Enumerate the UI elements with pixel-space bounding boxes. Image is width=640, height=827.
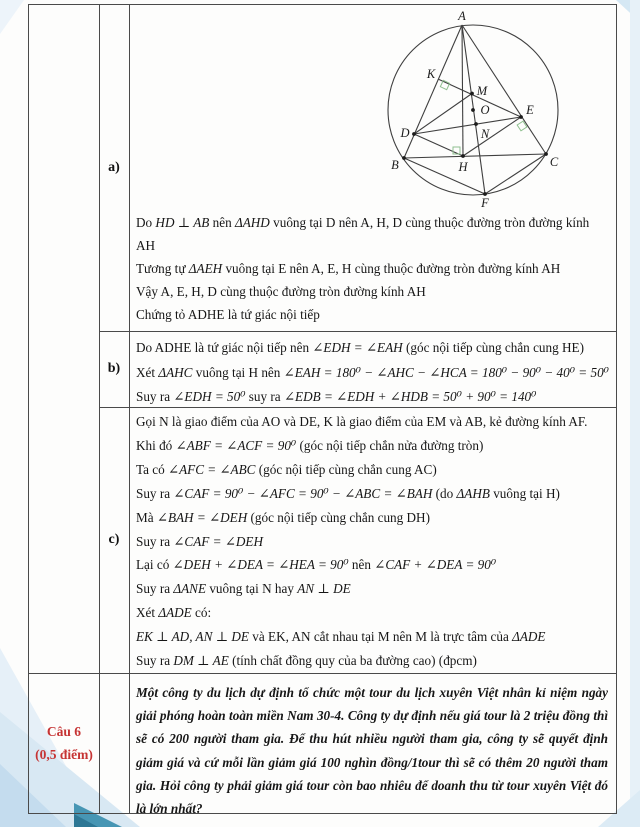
answer-table (28, 4, 617, 817)
solution-line: Mà ∠BAH = ∠DEH (góc nội tiếp cùng chắn cung DH) (136, 509, 430, 525)
solution-line: Xét ΔADE có: (136, 605, 212, 621)
solution-line: Suy ra ∠CAF = 90⁰ − ∠AFC = 90⁰ − ∠ABC = ∠BAH (do ΔAHB vuông tại H) (136, 485, 560, 501)
solution-line: Vậy A, E, H, D cùng thuộc đường tròn đường kính AH (136, 284, 426, 299)
geometry-diagram (379, 9, 579, 213)
diagram-point-label: D (400, 126, 410, 140)
part-b-content (129, 331, 616, 407)
diagram-point-label: A (458, 9, 466, 23)
solution-line: Do ADHE là tứ giác nội tiếp nên ∠EDH = ∠EAH (góc nội tiếp cùng chắn cung HE) (136, 340, 584, 355)
solution-line: Suy ra ∠EDH = 50⁰ suy ra ∠EDB = ∠EDH + ∠HDB = 50⁰ + 90⁰ = 140⁰ (136, 389, 537, 405)
question6-points: (0,5 điểm) (35, 747, 93, 762)
part-a-content (129, 5, 616, 331)
solution-line: Suy ra ΔANE vuông tại N hay AN ⊥ DE (136, 581, 351, 597)
part-b-label: b) (107, 361, 121, 376)
solution-line: Gọi N là giao điểm của AO và DE, K là giao điểm của EM và AB, kẻ đường kính AF. (136, 414, 588, 429)
diagram-point-label: K (426, 67, 436, 81)
solution-line: Xét ΔAHC vuông tại H nên ∠EAH = 180⁰ − ∠AHC − ∠HCA = 180⁰ − 90⁰ − 40⁰ = 50⁰ (136, 364, 609, 380)
solution-line: Lại có ∠DEH + ∠DEA = ∠HEA = 90⁰ nên ∠CAF + ∠DEA = 90⁰ (136, 557, 497, 573)
diagram-point-label: H (458, 160, 468, 174)
diagram-point-label: N (480, 127, 490, 141)
solution-line: Ta có ∠AFC = ∠ABC (góc nội tiếp cùng chắn cung AC) (136, 461, 437, 477)
part-a-text (129, 211, 616, 326)
diagram-point-label: O (480, 103, 490, 117)
part-c-text (129, 407, 616, 673)
solution-line: Suy ra ∠CAF = ∠DEH (136, 533, 263, 549)
solution-line: AH (136, 238, 156, 253)
question6-text: Một công ty du lịch dự định tổ chức một tour du lịch xuyên Việt nhân kỉ niệm ngày giải phóng hoàn toàn miền Nam 30-4. Công ty dự định nếu giá tour là 2 triệu đồng thì sẽ có 200 người tham gia. Để thu hút nhiều người tham gia, công ty sẽ quyết định giảm giá và cứ mỗi lần giảm giá 100 nghìn đồng/1tour thì sẽ có thêm 20 người tham gia. Hỏi công ty phải giảm giá tour còn bao nhiêu để doanh thu từ tour xuyên Việt đó là lớn nhất? (136, 685, 608, 817)
diagram-point-label: B (391, 158, 399, 172)
solution-line: Suy ra DM ⊥ AE (tính chất đồng quy của ba đường cao) (đpcm) (136, 653, 477, 669)
solution-line: Chứng tỏ ADHE là tứ giác nội tiếp (136, 307, 320, 322)
solution-line: EK ⊥ AD, AN ⊥ DE và EK, AN cắt nhau tại M nên M là trực tâm của ΔADE (136, 629, 546, 645)
part-c-content (129, 407, 616, 673)
solution-line: Do HD ⊥ AB nên ΔAHD vuông tại D nên A, H, D cùng thuộc đường tròn đường kính (136, 215, 590, 230)
question6-content (129, 673, 616, 817)
part-a-label: a) (108, 160, 120, 175)
question6-number: Câu 6 (46, 724, 82, 739)
diagram-point-label: M (476, 84, 488, 98)
diagram-point-label: E (526, 103, 534, 117)
solution-line: Tương tự ΔAEH vuông tại E nên A, E, H cùng thuộc đường tròn đường kính AH (136, 261, 561, 276)
solution-line: Khi đó ∠ABF = ∠ACF = 90⁰ (góc nội tiếp chắn nửa đường tròn) (136, 437, 484, 453)
diagram-point-label: F (481, 196, 489, 210)
part-b-text (129, 331, 616, 410)
diagram-point-label: C (549, 155, 559, 169)
part-c-label: c) (108, 532, 120, 547)
question6-label-cell (29, 673, 99, 813)
